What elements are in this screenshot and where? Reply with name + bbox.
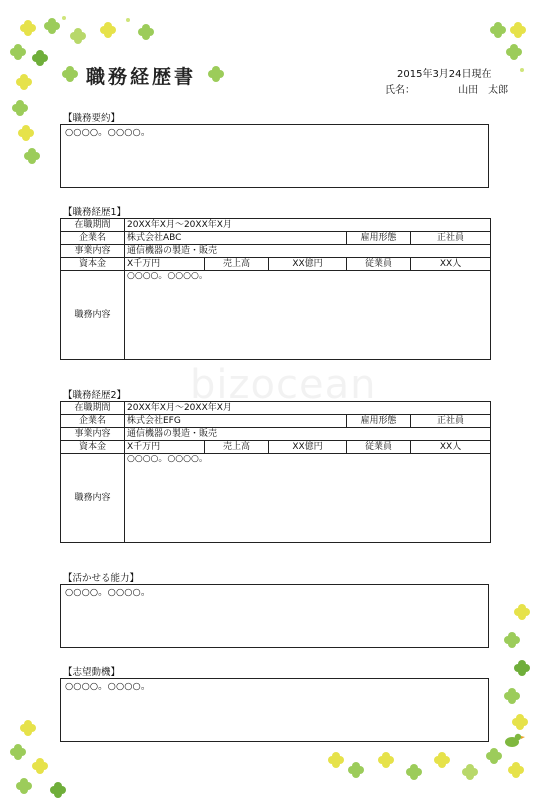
employees-label: 従業員 (347, 258, 411, 271)
clover-cluster-bottom-left (10, 720, 66, 798)
company-value: 株式会社EFG (125, 415, 347, 428)
skills-heading: 【活かせる能力】 (63, 573, 140, 584)
name-value: 山田 太郎 (458, 85, 509, 96)
motivation-box (60, 678, 489, 742)
career-2-heading: 【職務経歴2】 (63, 390, 127, 401)
table-row (61, 245, 491, 258)
business-value: 通信機器の製造・販売 (125, 245, 491, 258)
watermark: bizocean (190, 362, 377, 408)
summary-box (60, 124, 489, 188)
capital-label: 資本金 (61, 441, 125, 454)
employees-label: 従業員 (347, 441, 411, 454)
table-row (61, 402, 491, 415)
sales-value: XX億円 (269, 441, 347, 454)
business-value: 通信機器の製造・販売 (125, 428, 491, 441)
sales-value: XX億円 (269, 258, 347, 271)
company-label: 企業名 (61, 415, 125, 428)
title-clover-right (208, 66, 224, 82)
duties-value: ○○○○。○○○○。 (125, 454, 491, 543)
capital-label: 資本金 (61, 258, 125, 271)
title-clover-left (62, 66, 78, 82)
period-label: 在職期間 (61, 219, 125, 232)
period-value: 20XX年X月～20XX年X月 (125, 402, 491, 415)
table-row (61, 428, 491, 441)
employment-label: 雇用形態 (347, 232, 411, 245)
motivation-text: ○○○○。○○○○。 (65, 681, 151, 692)
summary-text: ○○○○。○○○○。 (65, 127, 151, 138)
table-row (61, 441, 491, 454)
page-title: 職務経歴書 (86, 66, 197, 88)
sales-label: 売上高 (205, 258, 269, 271)
capital-value: X千万円 (125, 258, 205, 271)
employees-value: XX人 (411, 441, 491, 454)
table-row (61, 258, 491, 271)
table-row (61, 415, 491, 428)
duties-value: ○○○○。○○○○。 (125, 271, 491, 360)
employment-label: 雇用形態 (347, 415, 411, 428)
duties-label: 職務内容 (61, 271, 125, 360)
skills-box (60, 584, 489, 648)
company-label: 企業名 (61, 232, 125, 245)
document-date: 2015年3月24日現在 (397, 69, 492, 80)
business-label: 事業内容 (61, 428, 125, 441)
clover-cluster-top-right (490, 22, 526, 72)
motivation-heading: 【志望動機】 (63, 667, 121, 678)
period-value: 20XX年X月～20XX年X月 (125, 219, 491, 232)
skills-text: ○○○○。○○○○。 (65, 587, 151, 598)
employment-value: 正社員 (411, 232, 491, 245)
name-row (385, 81, 508, 96)
business-label: 事業内容 (61, 245, 125, 258)
summary-heading: 【職務要約】 (63, 113, 121, 124)
table-row (61, 454, 491, 543)
duties-label: 職務内容 (61, 454, 125, 543)
bird-icon (505, 734, 525, 747)
sales-label: 売上高 (205, 441, 269, 454)
career-2-table (60, 401, 491, 543)
table-row (61, 219, 491, 232)
company-value: 株式会社ABC (125, 232, 347, 245)
employees-value: XX人 (411, 258, 491, 271)
career-1-table (60, 218, 491, 360)
name-label: 氏名： (385, 85, 415, 96)
career-1-heading: 【職務経歴1】 (63, 207, 127, 218)
table-row (61, 271, 491, 360)
employment-value: 正社員 (411, 415, 491, 428)
period-label: 在職期間 (61, 402, 125, 415)
table-row (61, 232, 491, 245)
capital-value: X千万円 (125, 441, 205, 454)
